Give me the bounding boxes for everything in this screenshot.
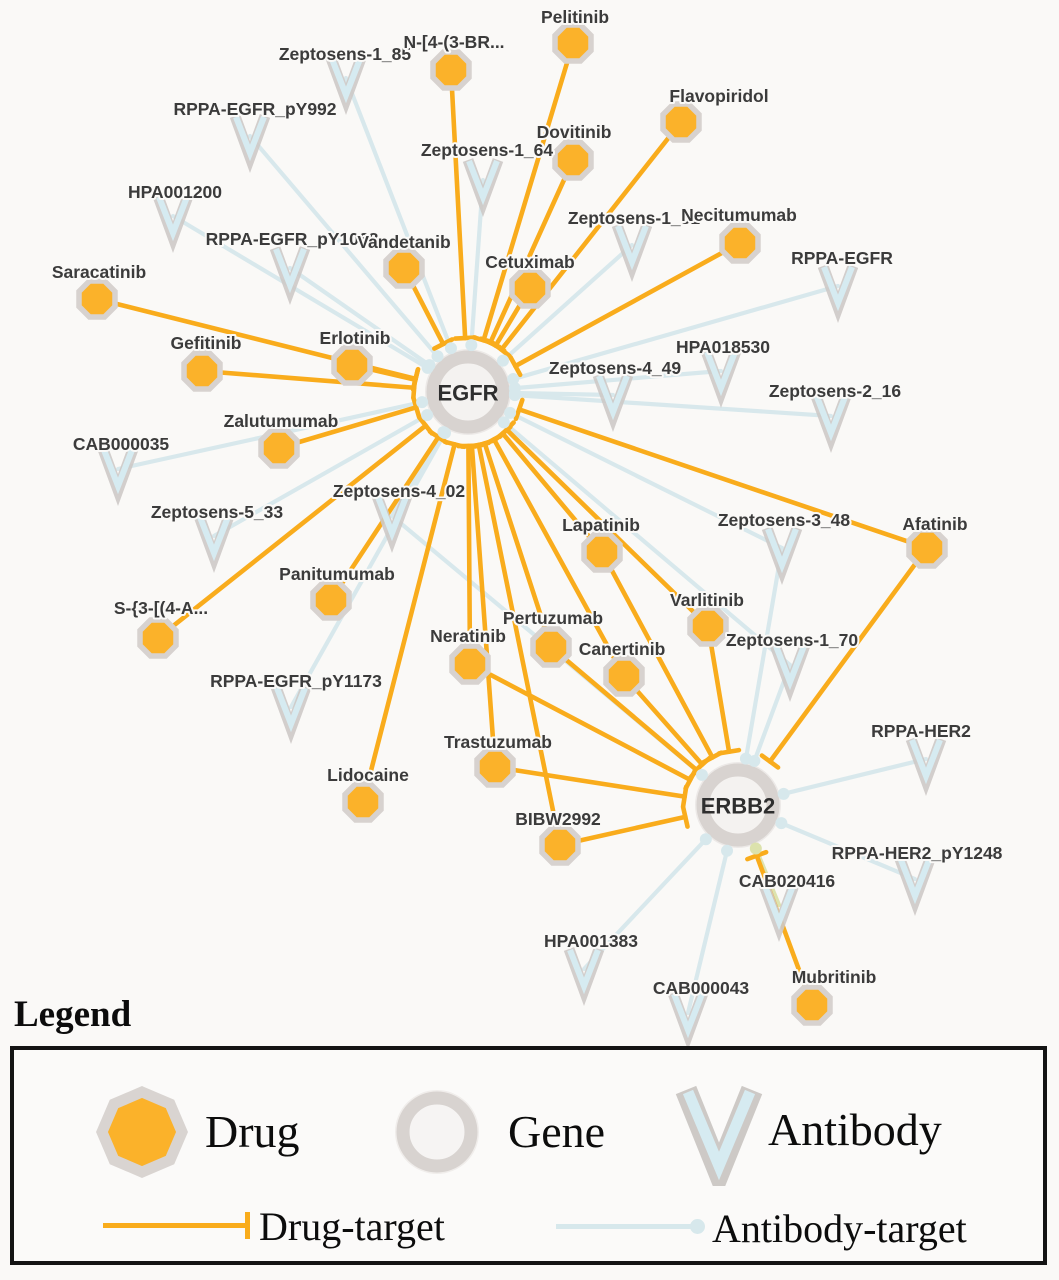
drug-node-Mubritinib bbox=[794, 987, 830, 1023]
antibody-target-dot bbox=[432, 350, 444, 362]
drug-label: N-[4-(3-BR... bbox=[403, 32, 505, 52]
drug-node-Panitumumab bbox=[313, 582, 349, 618]
drug-label: S-{3-[(4-A... bbox=[113, 598, 209, 618]
antibody-target-dot bbox=[421, 409, 433, 421]
legend-label-drug-target: Drug-target bbox=[259, 1204, 445, 1249]
drug-target-tee bbox=[413, 370, 418, 389]
drug-node-BIBW2992 bbox=[542, 827, 578, 863]
legend-label-gene: Gene bbox=[508, 1106, 606, 1157]
antibody-target-dot-icon bbox=[690, 1219, 705, 1234]
drug-label: Varlitinib bbox=[670, 590, 744, 610]
antibody-label: HPA018530 bbox=[675, 337, 771, 357]
drug-label: Pelitinib bbox=[540, 7, 610, 27]
drug-target-tee-icon bbox=[245, 1212, 250, 1239]
antibody-label: Zeptosens-5_33 bbox=[150, 502, 284, 522]
drug-target-line-icon bbox=[103, 1223, 245, 1228]
antibody-target-dot bbox=[778, 788, 790, 800]
antibody-label: RPPA-EGFR bbox=[791, 248, 893, 268]
drug-target-edge bbox=[495, 767, 685, 797]
antibody-target-dot bbox=[721, 845, 733, 857]
drug-target-tee bbox=[516, 400, 522, 419]
antibody-label: RPPA-HER2 bbox=[871, 721, 971, 741]
drug-node-Afatinib bbox=[909, 530, 945, 566]
drug-label: BIBW2992 bbox=[515, 809, 601, 829]
antibody-label: CAB000035 bbox=[72, 434, 170, 454]
drug-label: Saracatinib bbox=[51, 262, 147, 282]
gene-label-ERBB2: ERBB2 bbox=[700, 793, 776, 819]
drug-node-Zalutumumab bbox=[261, 430, 297, 466]
antibody-chevron-icon bbox=[672, 1074, 766, 1186]
drug-label: Cetuximab bbox=[485, 252, 575, 272]
drug-label: Trastuzumab bbox=[444, 732, 552, 752]
antibody-label: Zeptosens-4_02 bbox=[332, 481, 466, 501]
antibody-label: Zeptosens-4_49 bbox=[548, 358, 682, 378]
legend-label-antibody-target: Antibody-target bbox=[712, 1206, 967, 1251]
antibody-label: CAB000043 bbox=[652, 978, 750, 998]
antibody-target-dot bbox=[509, 389, 521, 401]
antibody-label: RPPA-EGFR_pY992 bbox=[173, 99, 337, 119]
antibody-target-dot bbox=[465, 339, 477, 351]
drug-node-Lapatinib bbox=[584, 534, 620, 570]
drug-node-Dovitinib bbox=[555, 142, 591, 178]
drug-octagon-icon bbox=[92, 1082, 192, 1182]
drug-node-N-[4-(3-BR... bbox=[433, 52, 469, 88]
drug-label: Canertinib bbox=[578, 639, 666, 659]
antibody-target-dot bbox=[748, 755, 760, 767]
antibody-label: Zeptosens-2_16 bbox=[768, 381, 902, 401]
drug-node-Erlotinib bbox=[334, 347, 370, 383]
drug-node-Varlitinib bbox=[690, 608, 726, 644]
drug-node-Gefitinib bbox=[184, 353, 220, 389]
drug-node-Neratinib bbox=[452, 646, 488, 682]
drug-label: Neratinib bbox=[430, 626, 506, 646]
drug-label: Vandetanib bbox=[357, 232, 451, 252]
antibody-label: Zeptosens-1_85 bbox=[278, 44, 412, 64]
drug-label: Flavopiridol bbox=[669, 86, 769, 106]
drug-node-Pelitinib bbox=[555, 25, 591, 61]
drug-target-tee bbox=[719, 750, 739, 753]
drug-target-tee bbox=[683, 807, 687, 827]
drug-label: Mubritinib bbox=[791, 967, 877, 987]
antibody-target-dot bbox=[775, 817, 787, 829]
drug-label: Pertuzumab bbox=[502, 608, 604, 628]
antibody-target-edge bbox=[784, 759, 926, 794]
drug-node-Vandetanib bbox=[386, 250, 422, 286]
drug-target-edge bbox=[472, 446, 495, 767]
drug-target-tee bbox=[683, 787, 686, 807]
antibody-label: HPA001200 bbox=[127, 182, 223, 202]
drug-node-Pertuzumab bbox=[533, 629, 569, 665]
antibody-label: HPA001383 bbox=[543, 931, 639, 951]
drug-node-Trastuzumab bbox=[477, 749, 513, 785]
drug-label: Erlotinib bbox=[319, 328, 391, 348]
antibody-target-dot bbox=[439, 427, 451, 439]
antibody-target-dot bbox=[445, 342, 457, 354]
antibody-target-dot bbox=[498, 416, 510, 428]
antibody-label: Zeptosens-1_64 bbox=[420, 140, 554, 160]
drug-label: Dovitinib bbox=[536, 122, 612, 142]
drug-node-S-{3-[(4-A... bbox=[140, 620, 176, 656]
legend-label-antibody: Antibody bbox=[768, 1104, 942, 1155]
antibody-target-dot bbox=[416, 396, 428, 408]
drug-node-Cetuximab bbox=[512, 270, 548, 306]
antibody-target-dot bbox=[750, 842, 762, 854]
legend-label-drug: Drug bbox=[205, 1106, 300, 1157]
gene-label-EGFR: EGFR bbox=[437, 380, 499, 406]
antibody-label: Zeptosens-1_70 bbox=[725, 630, 859, 650]
antibody-label: Zeptosens-1_31 bbox=[567, 208, 701, 228]
drug-label: Necitumumab bbox=[681, 205, 797, 225]
drug-label: Zalutumumab bbox=[223, 411, 339, 431]
antibody-target-dot bbox=[700, 833, 712, 845]
antibody-label: RPPA-HER2_pY1248 bbox=[831, 843, 1003, 863]
drug-label: Afatinib bbox=[902, 514, 968, 534]
drug-label: Gefitinib bbox=[170, 333, 242, 353]
drug-node-Flavopiridol bbox=[663, 104, 699, 140]
drug-target-edge bbox=[451, 70, 465, 338]
drug-label: Lidocaine bbox=[327, 765, 409, 785]
antibody-label: Zeptosens-3_48 bbox=[717, 510, 851, 530]
gene-circle-icon bbox=[387, 1082, 487, 1182]
antibody-target-dot bbox=[696, 769, 708, 781]
antibody-target-dot bbox=[423, 359, 435, 371]
drug-node-Canertinib bbox=[606, 658, 642, 694]
drug-label: Lapatinib bbox=[562, 515, 640, 535]
antibody-label: CAB020416 bbox=[738, 871, 836, 891]
legend-heading: Legend bbox=[14, 994, 132, 1035]
drug-node-Necitumumab bbox=[722, 225, 758, 261]
drug-target-tee bbox=[455, 338, 475, 339]
antibody-label: RPPA-EGFR_pY1068 bbox=[205, 229, 379, 249]
drug-label: Panitumumab bbox=[279, 564, 395, 584]
antibody-target-dot bbox=[497, 355, 509, 367]
antibody-label: RPPA-EGFR_pY1173 bbox=[210, 671, 382, 691]
drug-node-Lidocaine bbox=[345, 784, 381, 820]
drug-node-Saracatinib bbox=[79, 281, 115, 317]
antibody-target-line-icon bbox=[556, 1224, 693, 1229]
